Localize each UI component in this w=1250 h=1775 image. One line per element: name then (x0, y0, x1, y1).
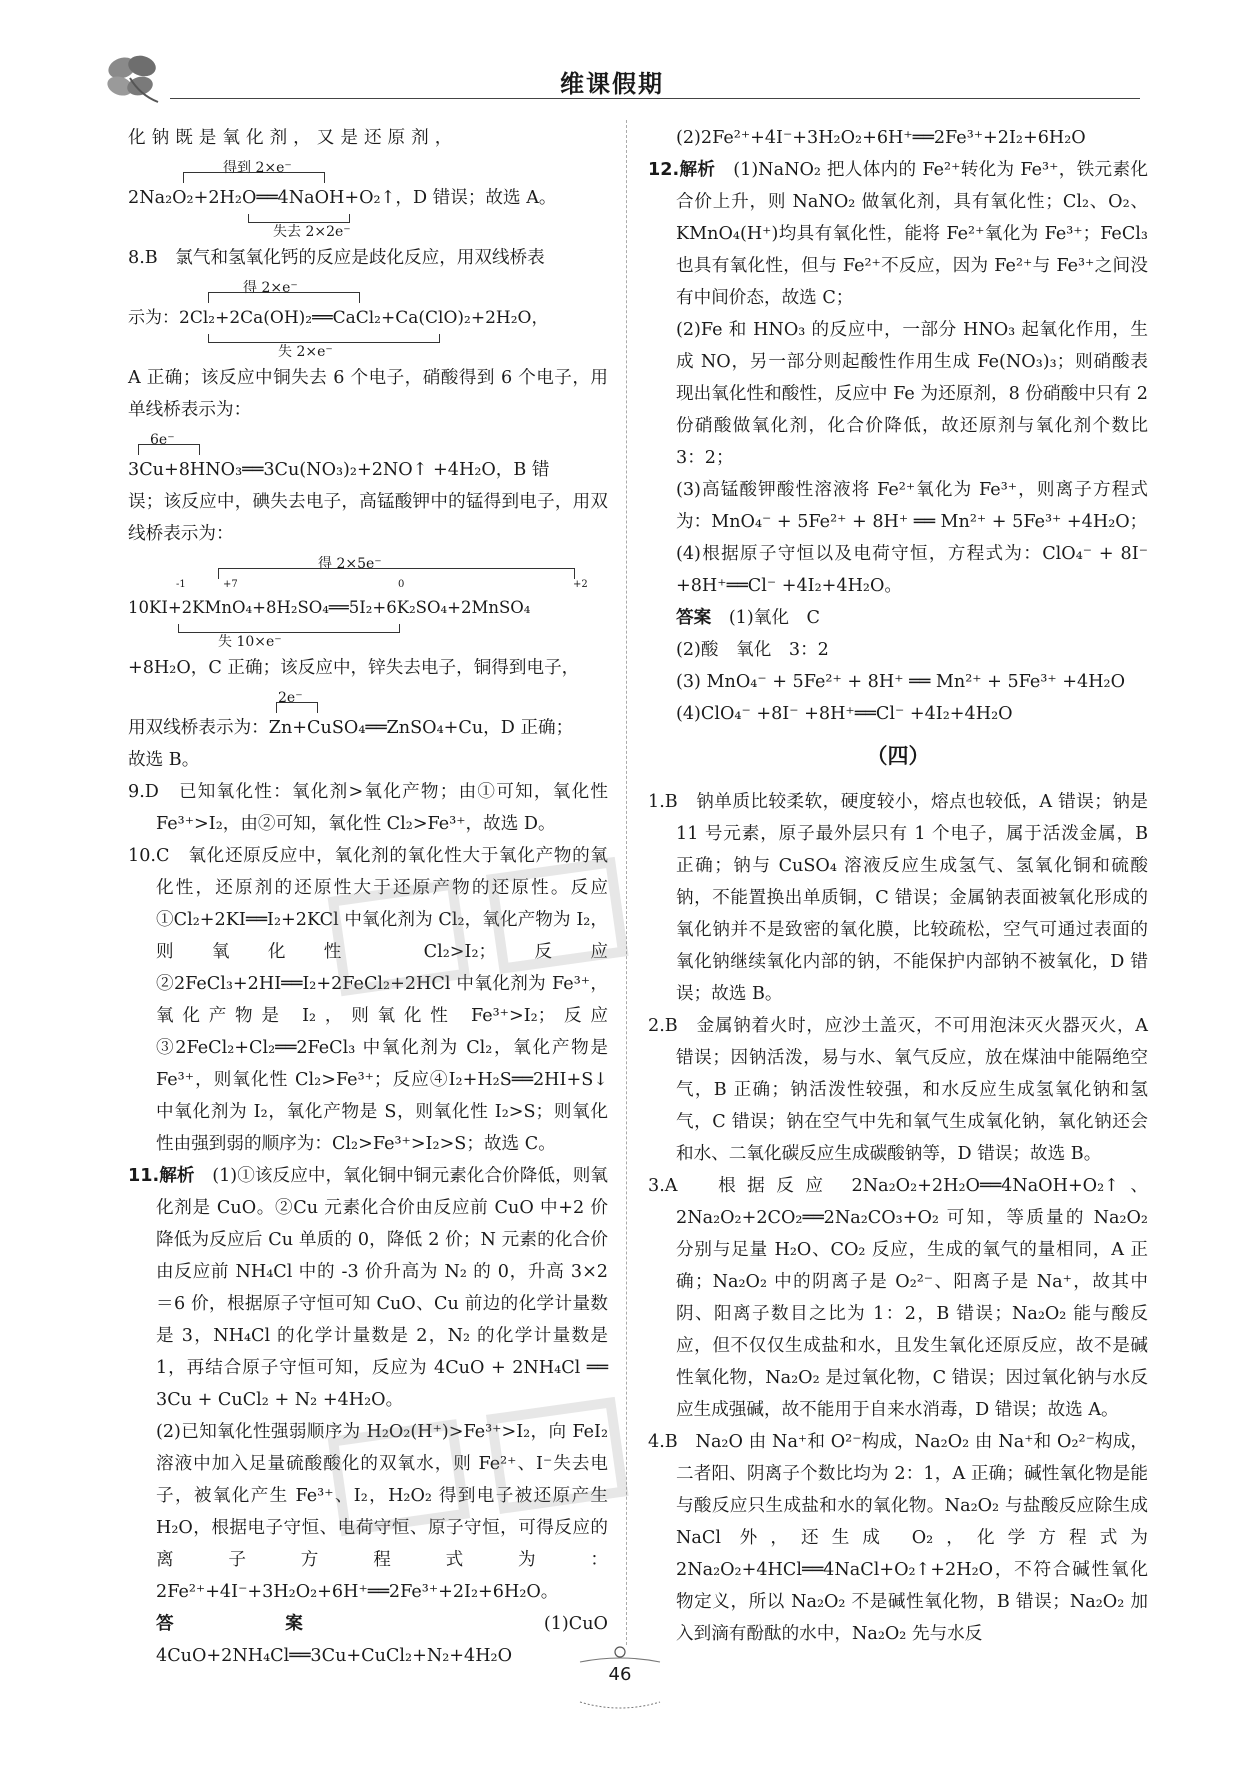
question-12-part1: (1)NaNO₂ 把人体内的 Fe²⁺转化为 Fe³⁺，铁元素化合价上升，则 NaNO₂ 做氧化剂，具有氧化性；Cl₂、O₂、KMnO₄(H⁺)均具有氧化性，能将 Fe²⁺氧化为 Fe³⁺；FeCl₃ 也具有氧化性，但与 Fe²⁺不反应，因为 Fe²⁺与 Fe³⁺之间没有中间价态，故选 C； (676, 160, 1148, 308)
bridge-single-label: 2e⁻ (278, 690, 303, 706)
section-question-4: 4.B Na₂O 由 Na⁺和 O²⁻构成，Na₂O₂ 由 Na⁺和 O₂²⁻构成，二者阳、阴离子个数比均为 2：1，A 正确；碱性氧化物是能与酸反应只生成盐和水的氧化物。Na₂O₂ 与盐酸反应除生成 NaCl 外，还生成 O₂，化学方程式为 2Na₂O₂+4HCl══4NaCl+O₂↑+2H₂O，不符合碱性氧化物定义，所以 Na₂O₂ 不是碱性氧化物，B 错误；Na₂O₂ 加入到滴有酚酞的水中，Na₂O₂ 先与水反 (648, 1432, 1148, 1644)
question-11-part1: (1)①该反应中，氧化铜中铜元素化合价降低，则氧化剂是 CuO。②Cu 元素化合价由反应前 CuO 中+2 价降低为反应后 Cu 单质的 0，降低 2 价；N 元素的化合价由反应前 NH₄Cl 中的 -3 价升高为 N₂ 的 0，升高 3×2＝6 价，根据原子守恒可知 CuO、Cu 前边的化学计量数是 3，NH₄Cl 的化学计量数是 2，N₂ 的化学计量数是 1，再结合原子守恒可知，反应为 4CuO + 2NH₄Cl ══ 3Cu + CuCl₂ + N₂ +4H₂O。 (156, 1166, 608, 1410)
question-8: 8.B 氯气和氢氧化钙的反应是歧化反应，用双线桥表 (128, 248, 545, 268)
question-10: 10.C 氧化还原反应中，氧化剂的氧化性大于氧化产物的氧化性，还原剂的还原性大于还原产物的还原性。反应①Cl₂+2KI══I₂+2KCl 中氧化剂为 Cl₂，氧化产物为 I₂，则氧化性 Cl₂>I₂；反应②2FeCl₃+2HI══I₂+2FeCl₂+2HCl 中氧化剂为 Fe³⁺，氧化产物是 I₂，则氧化性 Fe³⁺>I₂；反应③2FeCl₂+Cl₂══2FeCl₃ 中氧化剂为 Cl₂，氧化产物是 Fe³⁺，则氧化性 Cl₂>Fe³⁺；反应④I₂+H₂S══2HI+S↓中氧化剂为 I₂，氧化产物是 S，则氧化性 I₂>S；则氧化性由强到弱的顺序为：Cl₂>Fe³⁺>I₂>S；故选 C。 (128, 846, 608, 1154)
electron-bridge-5 (128, 684, 608, 744)
answer-line: (3) MnO₄⁻ + 5Fe²⁺ + 8H⁺ ══ Mn²⁺ + 5Fe³⁺ +4H₂O (676, 672, 1126, 692)
left-column (128, 122, 626, 1672)
question-12 (648, 154, 1148, 314)
bridge-loss-label: 失去 2×2e⁻ (273, 224, 351, 240)
electron-bridge-1 (128, 154, 608, 242)
answer-text: (1)氧化 C (728, 608, 820, 628)
electron-bridge-4 (128, 550, 608, 652)
question-11 (128, 1160, 608, 1416)
answer-line: (4)ClO₄⁻ +8I⁻ +8H⁺══Cl⁻ +4I₂+4H₂O (676, 704, 1013, 724)
section-question-3: 3.A 根据反应 2Na₂O₂+2H₂O══4NaOH+O₂↑、2Na₂O₂+2CO₂══2Na₂CO₃+O₂ 可知，等质量的 Na₂O₂ 分别与足量 H₂O、CO₂ 反应，生成的氧气的量相同，A 正确；Na₂O₂ 中的阴离子是 O₂²⁻、阳离子是 Na⁺，故其中阴、阳离子数目之比为 1：2，B 错误；Na₂O₂ 能与酸反应，但不仅仅生成盐和水，且发生氧化还原反应，故不是碱性氧化物，Na₂O₂ 是过氧化物，C 错误；因过氧化钠与水反应生成强碱，故不能用于自来水消毒，D 错误；故选 A。 (648, 1176, 1148, 1420)
question-12-answer (648, 602, 1148, 634)
answer-label: 答案 (156, 1614, 415, 1634)
section-question-2: 2.B 金属钠着火时，应沙土盖灭，不可用泡沫灭火器灭火，A 错误；因钠活泼，易与水、氧气反应，放在煤油中能隔绝空气，B 正确；钠活泼性较强，和水反应生成氢氧化钠和氢气，C 错误；钠在空气中先和氧气生成氧化钠，氧化钠还会和水、二氧化碳反应生成碳酸钠等，D 错误；故选 B。 (648, 1016, 1148, 1164)
question-8-end: 故选 B。 (128, 750, 200, 770)
page-footer (560, 1640, 680, 1720)
equation: 2Na₂O₂+2H₂O══4NaOH+O₂↑，D 错误；故选 A。 (128, 188, 557, 208)
oxidation-state: -1 (176, 579, 186, 590)
question-12-part4: (4)根据原子守恒以及电荷守恒，方程式为：ClO₄⁻ + 8I⁻ +8H⁺══Cl⁻ +4I₂+4H₂O。 (676, 544, 1148, 596)
answer-line: (2)酸 氧化 3：2 (676, 640, 829, 660)
oxidation-state: +2 (573, 579, 588, 590)
bridge-gain-label: 得到 2×e⁻ (223, 160, 292, 176)
bridge-gain-label: 得 2×e⁻ (243, 280, 298, 296)
equation: 3Cu+8HNO₃══3Cu(NO₃)₂+2NO↑ +4H₂O，B 错 (128, 460, 550, 480)
answer-intro: 化钠既是氧化剂，又是还原剂， (128, 128, 459, 148)
question-8-text: A 正确；该反应中铜失去 6 个电子，硝酸得到 6 个电子，用单线桥表示为： (128, 368, 608, 420)
equation: 用双线桥表示为：Zn+CuSO₄══ZnSO₄+Cu，D 正确； (128, 718, 574, 738)
column-divider (626, 120, 627, 1645)
question-11-part2: (2)已知氧化性强弱顺序为 H₂O₂(H⁺)>Fe³⁺>I₂，向 FeI₂ 溶液中加入足量硫酸酸化的双氧水，则 Fe²⁺、I⁻失去电子，被氧化产生 Fe³⁺、I₂，H₂O₂ 得到电子被还原产生 H₂O，根据电子守恒、电荷守恒、原子守恒，可得反应的离子方程式为：2Fe²⁺+4I⁻+3H₂O₂+6H⁺══2Fe³⁺+2I₂+6H₂O。 (156, 1422, 608, 1602)
oxidation-state: 0 (398, 579, 405, 590)
question-8-text: +8H₂O，C 正确；该反应中，锌失去电子，铜得到电子， (128, 658, 580, 678)
page-number: 46 (608, 1664, 632, 1685)
question-12-part3: (3)高锰酸钾酸性溶液将 Fe²⁺氧化为 Fe³⁺，则离子方程式为：MnO₄⁻ + 5Fe²⁺ + 8H⁺ ══ Mn²⁺ + 5Fe³⁺ +4H₂O； (676, 480, 1148, 532)
answer-label: 答案 (676, 608, 712, 628)
equation: 10KI+2KMnO₄+8H₂SO₄══5I₂+6K₂SO₄+2MnSO₄ (128, 598, 531, 617)
page-header (100, 50, 1140, 110)
analysis-label: 11.解析 (128, 1166, 195, 1186)
electron-bridge-2 (128, 274, 608, 362)
oxidation-state: +7 (223, 579, 238, 590)
question-8-text: 误；该反应中，碘失去电子，高锰酸钾中的锰得到电子，用双线桥表示为： (128, 492, 608, 544)
question-11-answer-2: (2)2Fe²⁺+4I⁻+3H₂O₂+6H⁺══2Fe³⁺+2I₂+6H₂O (676, 128, 1086, 148)
clover-icon (100, 50, 180, 110)
question-9: 9.D 已知氧化性：氧化剂>氧化产物；由①可知，氧化性 Fe³⁺>I₂，由②可知，氧化性 Cl₂>Fe³⁺，故选 D。 (128, 782, 608, 834)
analysis-label: 12.解析 (648, 160, 716, 180)
equation: 示为：2Cl₂+2Ca(OH)₂══CaCl₂+Ca(ClO)₂+2H₂O， (128, 308, 549, 328)
question-12-part2: (2)Fe 和 HNO₃ 的反应中，一部分 HNO₃ 起氧化作用，生成 NO，另一部分则起酸性作用生成 Fe(NO₃)₃；则硝酸表现出氧化性和酸性，反应中 Fe 为还原剂，8 份硝酸中只有 2 份硝酸做氧化剂，化合价降低，故还原剂与氧化剂个数比 3：2； (676, 320, 1148, 468)
bridge-loss-label: 失 10×e⁻ (218, 634, 282, 650)
section-title: （四） (866, 744, 930, 768)
header-rule (170, 98, 1140, 99)
question-11-answer (128, 1608, 626, 1672)
bridge-loss-label: 失 2×e⁻ (278, 344, 333, 360)
bridge-single-label: 6e⁻ (150, 432, 175, 448)
bridge-gain-label: 得 2×5e⁻ (318, 556, 382, 572)
answer-text: (1)CuO 4CuO+2NH₄Cl══3Cu+CuCl₂+N₂+4H₂O (156, 1614, 626, 1666)
electron-bridge-3 (128, 426, 608, 486)
section-question-1: 1.B 钠单质比较柔软，硬度较小，熔点也较低，A 错误；钠是 11 号元素，原子最外层只有 1 个电子，属于活泼金属，B 正确；钠与 CuSO₄ 溶液反应生成氢气、氢氧化铜和硫酸钠，不能置换出单质铜，C 错误；金属钠表面被氧化形成的氧化钠并不是致密的氧化膜，比较疏松，空气可通过表面的氧化钠继续氧化内部的钠，不能保护内部钠不被氧化，D 错误；故选 B。 (648, 792, 1148, 1004)
header-title: 维课假期 (560, 70, 664, 98)
right-column (648, 122, 1148, 1650)
